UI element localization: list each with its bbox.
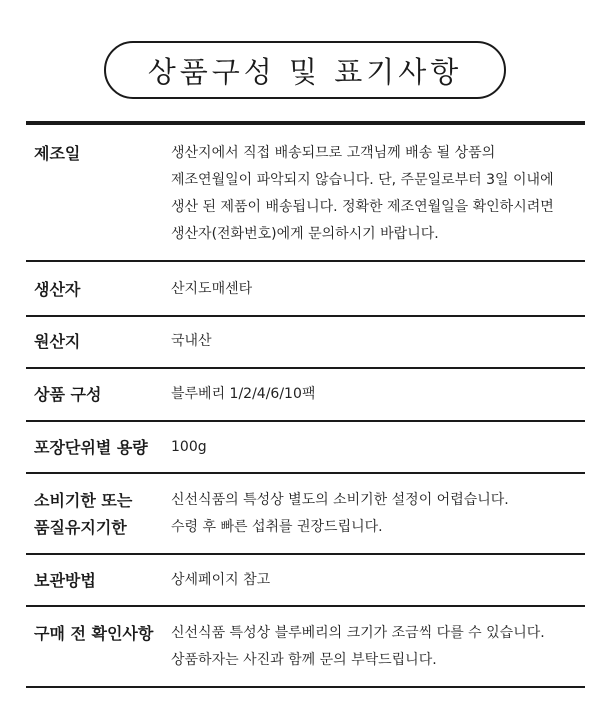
row-value-line: 생산 된 제품이 배송됩니다. 정확한 제조연월일을 확인하시려면 — [171, 199, 554, 215]
row-value-line: 100g — [171, 439, 207, 455]
row-label — [26, 487, 171, 541]
row-label-line: 보관방법 — [34, 571, 96, 590]
row-value — [171, 434, 585, 461]
table-row — [26, 607, 585, 688]
row-label — [26, 434, 171, 461]
row-value — [171, 328, 585, 355]
row-value — [171, 620, 585, 674]
row-value — [171, 140, 585, 248]
page-title: 상품구성 및 표기사항 — [147, 54, 463, 89]
row-value-line: 상품하자는 사진과 함께 문의 부탁드립니다. — [171, 652, 437, 668]
table-row — [26, 125, 585, 262]
row-value-line: 제조연월일이 파악되지 않습니다. 단, 주문일로부터 3일 이내에 — [171, 172, 554, 188]
table-row — [26, 262, 585, 317]
row-value-line: 신선식품 특성상 블루베리의 크기가 조금씩 다를 수 있습니다. — [171, 625, 545, 641]
row-label — [26, 140, 171, 248]
row-label-line: 소비기한 또는 — [34, 491, 133, 510]
row-label — [26, 381, 171, 408]
row-value-line: 신선식품의 특성상 별도의 소비기한 설정이 어렵습니다. — [171, 492, 509, 508]
row-value-line: 블루베리 1/2/4/6/10팩 — [171, 386, 316, 402]
row-label-line: 생산자 — [34, 280, 81, 299]
row-value-line: 생산자(전화번호)에게 문의하시기 바랍니다. — [171, 226, 439, 242]
info-table — [26, 121, 585, 688]
row-value — [171, 567, 585, 594]
row-value-line: 생산지에서 직접 배송되므로 고객님께 배송 될 상품의 — [171, 145, 496, 161]
table-row — [26, 555, 585, 607]
row-label-line: 포장단위별 용량 — [34, 438, 148, 457]
row-label — [26, 328, 171, 355]
row-label — [26, 567, 171, 594]
row-value-line: 산지도매센타 — [171, 281, 253, 297]
row-label-line: 제조일 — [34, 144, 81, 163]
row-value-line: 국내산 — [171, 333, 212, 349]
row-label — [26, 276, 171, 303]
row-label-line: 원산지 — [34, 332, 81, 351]
row-label-line: 구매 전 확인사항 — [34, 624, 154, 643]
row-value — [171, 381, 585, 408]
row-value — [171, 487, 585, 541]
row-value — [171, 276, 585, 303]
row-label-line: 품질유지기한 — [34, 518, 127, 537]
table-row — [26, 422, 585, 474]
table-row — [26, 474, 585, 555]
title-pill — [104, 41, 506, 99]
row-value-line: 수령 후 빠른 섭취를 권장드립니다. — [171, 519, 383, 535]
row-label — [26, 620, 171, 674]
table-row — [26, 317, 585, 369]
table-row — [26, 369, 585, 422]
row-label-line: 상품 구성 — [34, 385, 102, 404]
row-value-line: 상세페이지 참고 — [171, 572, 271, 588]
